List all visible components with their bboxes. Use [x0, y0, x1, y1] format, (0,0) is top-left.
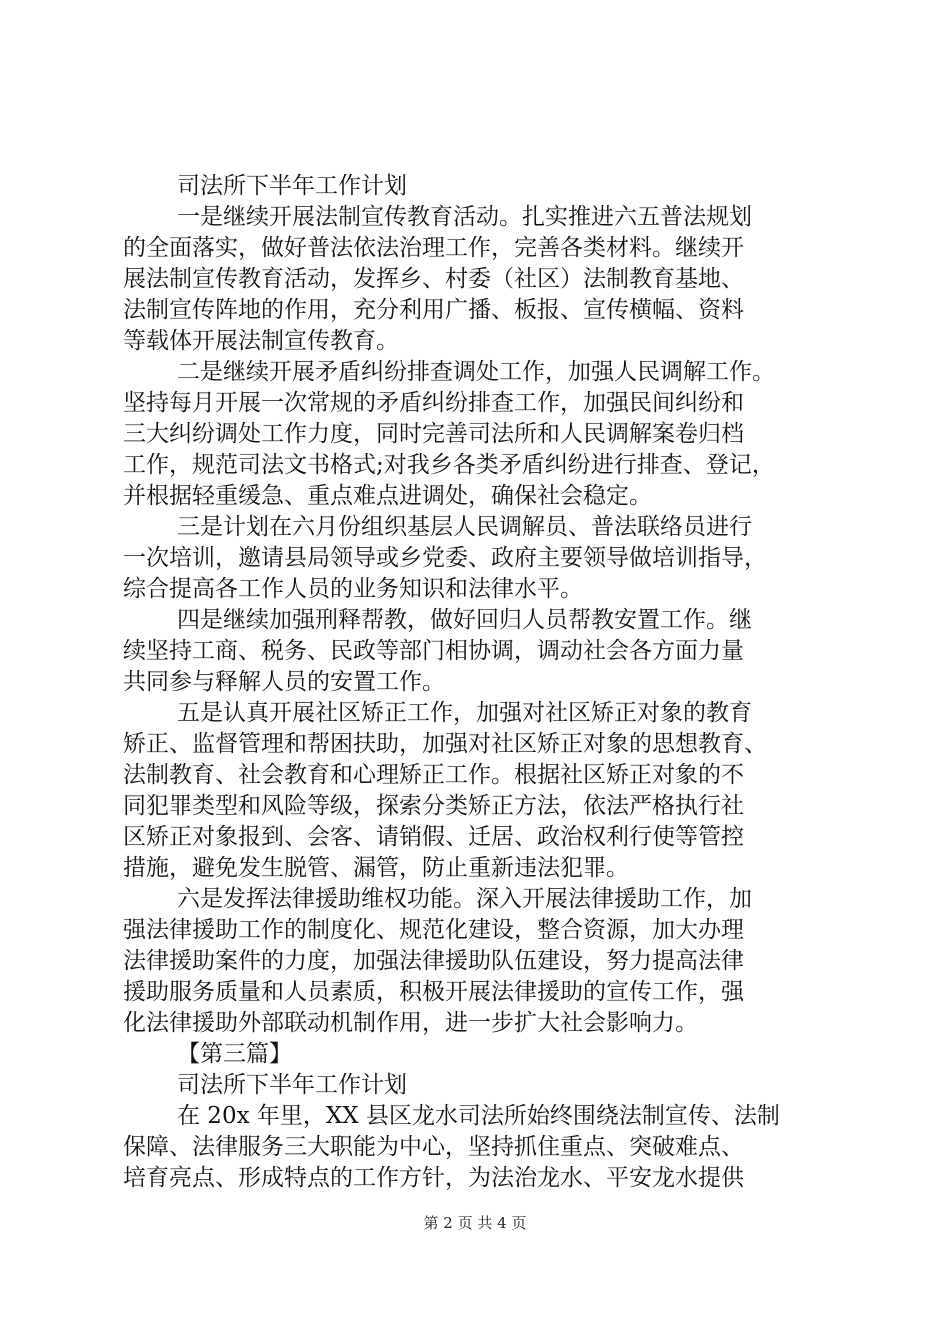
paragraph-line: 等载体开展法制宣传教育。: [123, 328, 399, 354]
paragraph-line: 矫正、监督管理和帮困扶助，加强对社区矫正对象的思想教育、: [123, 731, 767, 757]
paragraph-line: 一次培训，邀请县局领导或乡党委、政府主要领导做培训指导，: [123, 545, 767, 571]
paragraph-line: 法制宣传阵地的作用，充分利用广播、板报、宣传横幅、资料: [123, 297, 744, 323]
document-body: [123, 171, 833, 1194]
paragraph-line: 六是发挥法律援助维权功能。深入开展法律援助工作，加: [177, 886, 752, 912]
paragraph-line: 培育亮点、形成特点的工作方针，为法治龙水、平安龙水提供: [123, 1165, 744, 1191]
section-title: 司法所下半年工作计划: [177, 1072, 407, 1098]
paragraph-line: 综合提高各工作人员的业务知识和法律水平。: [123, 576, 583, 602]
paragraph-line: 强法律援助工作的制度化、规范化建设，整合资源，加大办理: [123, 917, 744, 943]
paragraph-line: 并根据轻重缓急、重点难点进调处，确保社会稳定。: [123, 483, 652, 509]
paragraph-line: 一是继续开展法制宣传教育活动。扎实推进六五普法规划: [177, 204, 752, 230]
paragraph-line: 的全面落实，做好普法依法治理工作，完善各类材料。继续开: [123, 235, 744, 261]
paragraph-line: 同犯罪类型和风险等级，探索分类矫正方法，依法严格执行社: [123, 793, 744, 819]
paragraph-line: 区矫正对象报到、会客、请销假、迁居、政治权利行使等管控: [123, 824, 744, 850]
paragraph-line: 保障、法律服务三大职能为中心，坚持抓住重点、突破难点、: [123, 1134, 744, 1160]
paragraph-line: 在 20x 年里，XX 县区龙水司法所始终围绕法制宣传、法制: [177, 1103, 780, 1129]
section-heading: 【第三篇】: [177, 1041, 292, 1067]
paragraph-line: 坚持每月开展一次常规的矛盾纠纷排查工作，加强民间纠纷和: [123, 390, 744, 416]
paragraph-line: 法律援助案件的力度，加强法律援助队伍建设，努力提高法律: [123, 948, 744, 974]
paragraph-line: 援助服务质量和人员素质，积极开展法律援助的宣传工作，强: [123, 979, 744, 1005]
paragraph-line: 法制教育、社会教育和心理矫正工作。根据社区矫正对象的不: [123, 762, 744, 788]
paragraph-line: 工作，规范司法文书格式;对我乡各类矛盾纠纷进行排查、登记，: [123, 452, 775, 478]
paragraph-line: 续坚持工商、税务、民政等部门相协调，调动社会各方面力量: [123, 638, 744, 664]
paragraph-line: 展法制宣传教育活动，发挥乡、村委（社区）法制教育基地、: [123, 266, 744, 292]
page-number-footer: 第 2 页 共 4 页: [423, 1214, 527, 1232]
paragraph-line: 化法律援助外部联动机制作用，进一步扩大社会影响力。: [123, 1010, 698, 1036]
paragraph-line: 共同参与释解人员的安置工作。: [123, 669, 445, 695]
paragraph-line: 措施，避免发生脱管、漏管，防止重新违法犯罪。: [123, 855, 629, 881]
paragraph-line: 四是继续加强刑释帮教，做好回归人员帮教安置工作。继: [177, 607, 752, 633]
paragraph-line: 五是认真开展社区矫正工作，加强对社区矫正对象的教育: [177, 700, 752, 726]
paragraph-line: 三是计划在六月份组织基层人民调解员、普法联络员进行: [177, 514, 752, 540]
paragraph-line: 二是继续开展矛盾纠纷排查调处工作，加强人民调解工作。: [177, 359, 775, 385]
section-title: 司法所下半年工作计划: [177, 173, 407, 199]
paragraph-line: 三大纠纷调处工作力度，同时完善司法所和人民调解案卷归档: [123, 421, 744, 447]
